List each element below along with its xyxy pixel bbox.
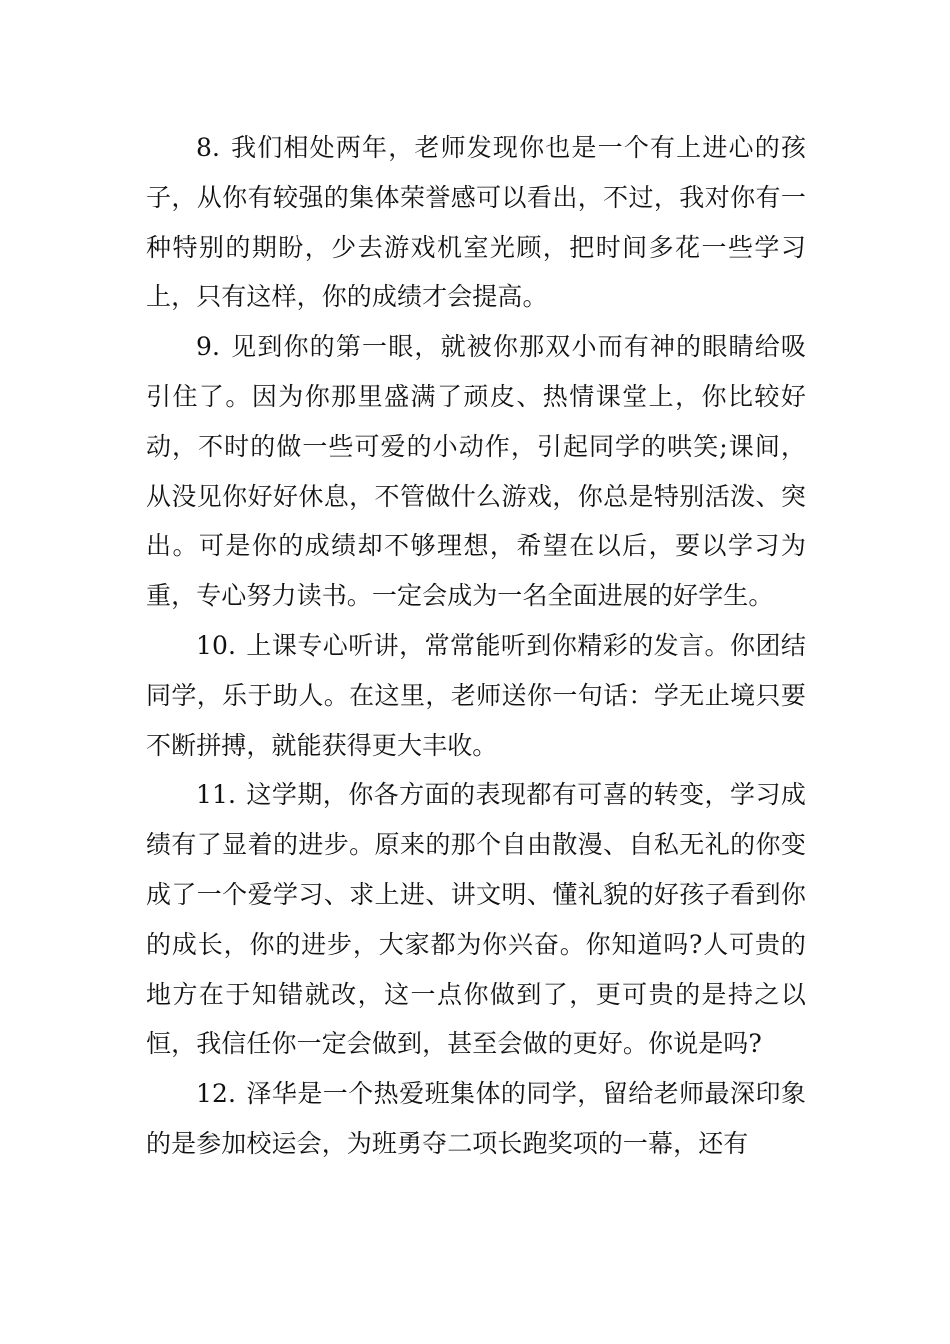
paragraph-text: 见到你的第一眼，就被你那双小而有神的眼睛给吸引住了。因为你那里盛满了顽皮、热情课堂上，你比较好动，不时的做一些可爱的小动作，引起同学的哄笑;课间，从没见你好好休息，不管做什么游戏，你总是特别活泼、突出。可是你的成绩却不够理想，希望在以后，要以学习为重，专心努力读书。一定会成为一名全面进展的好学生。 bbox=[146, 332, 806, 611]
paragraph-number: 12. bbox=[196, 1079, 237, 1109]
paragraph-11 bbox=[146, 770, 806, 1069]
paragraph-number: 9. bbox=[196, 332, 221, 362]
paragraph-text: 上课专心听讲，常常能听到你精彩的发言。你团结同学，乐于助人。在这里，老师送你一句话：学无止境只要不断拼搏，就能获得更大丰收。 bbox=[146, 630, 806, 760]
document-page bbox=[146, 123, 806, 1169]
paragraph-10 bbox=[146, 621, 806, 770]
paragraph-number: 11. bbox=[196, 780, 237, 810]
paragraph-9 bbox=[146, 322, 806, 621]
paragraph-8 bbox=[146, 123, 806, 322]
paragraph-text: 我们相处两年，老师发现你也是一个有上进心的孩子，从你有较强的集体荣誉感可以看出，不过，我对你有一种特别的期盼，少去游戏机室光顾，把时间多花一些学习上，只有这样，你的成绩才会提高。 bbox=[146, 133, 806, 312]
paragraph-12 bbox=[146, 1069, 806, 1169]
paragraph-number: 8. bbox=[196, 133, 221, 162]
paragraph-text: 泽华是一个热爱班集体的同学，留给老师最深印象的是参加校运会，为班勇夺二项长跑奖项的一幕，还有 bbox=[146, 1079, 806, 1158]
paragraph-text: 这学期，你各方面的表现都有可喜的转变，学习成绩有了显着的进步。原来的那个自由散漫、自私无礼的你变成了一个爱学习、求上进、讲文明、懂礼貌的好孩子看到你的成长，你的进步，大家都为你兴奋。你知道吗?人可贵的地方在于知错就改，这一点你做到了，更可贵的是持之以恒，我信任你一定会做到，甚至会做的更好。你说是吗? bbox=[146, 780, 806, 1059]
paragraph-number: 10. bbox=[196, 630, 237, 660]
